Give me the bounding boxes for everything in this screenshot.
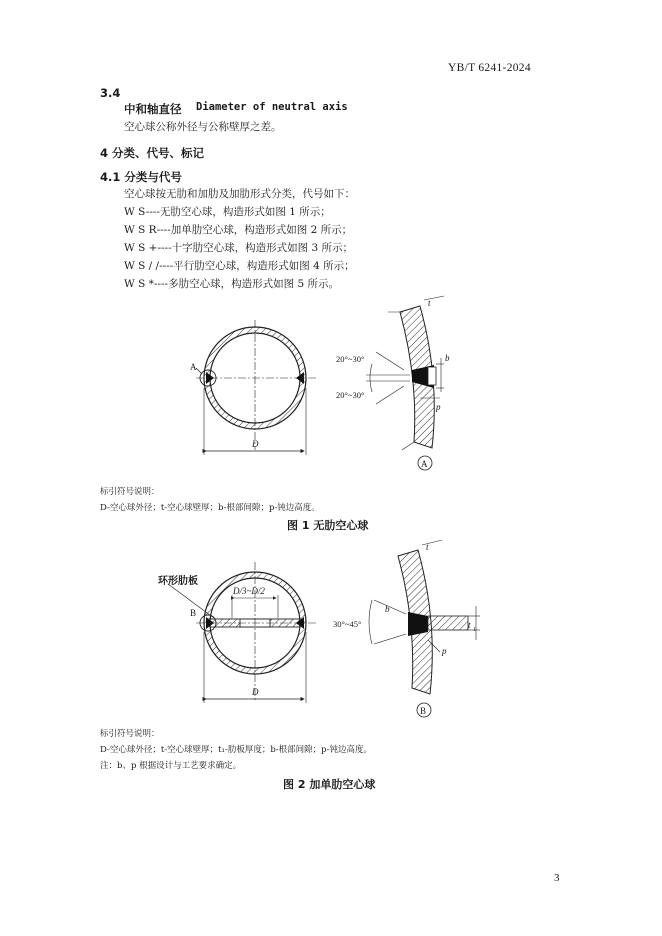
term-definition: 空心球公称外径与公称壁厚之差。 — [124, 121, 282, 133]
term-english: Diameter of neutral axis — [196, 101, 348, 113]
figure-1-key-title: 标引符号说明： — [100, 487, 160, 497]
svg-text:t: t — [426, 542, 429, 552]
detail-b-drawing — [333, 540, 480, 717]
svg-text:30°~45°: 30°~45° — [333, 619, 362, 629]
rib-label: 环形肋板 — [158, 576, 198, 587]
figure-2-note: 注：b、p 根据设计与工艺要求确定。 — [100, 761, 242, 771]
svg-text:20°~30°: 20°~30° — [336, 390, 365, 400]
svg-text:b: b — [385, 604, 390, 614]
standard-code: YB/T 6241-2024 — [448, 62, 531, 74]
dim-d-label: D — [252, 439, 259, 449]
svg-text:t: t — [428, 298, 431, 308]
list-item: W S +----十字肋空心球，构造形式如图 3 所示； — [124, 242, 354, 254]
figure-1-key-body: D-空心球外径；t-空心球壁厚；b-根部间隙；p-钝边高度。 — [100, 503, 320, 513]
figure-2-key-body: D-空心球外径；t-空心球壁厚；t₁-肋板厚度；b-根部间隙；p-钝边高度。 — [100, 745, 372, 755]
list-item: W S R----加单肋空心球，构造形式如图 2 所示； — [124, 224, 353, 236]
term-chinese: 中和轴直径 — [124, 102, 182, 116]
svg-text:t: t — [468, 620, 471, 630]
classification-intro: 空心球按无肋和加肋及加肋形式分类，代号如下： — [124, 188, 355, 200]
svg-text:A: A — [421, 459, 428, 469]
figure-2-caption: 图 2 加单肋空心球 — [283, 778, 376, 791]
svg-text:b: b — [445, 353, 450, 363]
svg-text:20°~30°: 20°~30° — [336, 354, 365, 364]
label-a: A — [190, 362, 197, 372]
section-title-4: 4 分类、代号、标记 — [100, 146, 205, 160]
section-title-4-1: 4.1 分类与代号 — [100, 170, 182, 184]
list-item: W S / /----平行肋空心球，构造形式如图 4 所示； — [124, 260, 355, 272]
svg-text:1: 1 — [473, 627, 476, 633]
svg-text:p: p — [436, 402, 441, 412]
list-item: W S----无肋空心球，构造形式如图 1 所示； — [124, 206, 331, 218]
svg-text:B: B — [420, 706, 427, 716]
section-number-3-4: 3.4 — [100, 86, 121, 100]
dim-d-label: D — [252, 687, 259, 697]
figure-2-key-title: 标引符号说明： — [100, 729, 160, 739]
list-item: W S *----多肋空心球，构造形式如图 5 所示。 — [124, 278, 339, 290]
detail-a-drawing — [336, 296, 450, 470]
figure-1-caption: 图 1 无肋空心球 — [287, 519, 369, 532]
page-number: 3 — [554, 872, 560, 884]
svg-text:p: p — [442, 646, 447, 656]
label-b-marker: B — [190, 608, 197, 618]
rib-length-dim: D/3~D/2 — [233, 586, 265, 596]
figure-2-drawing — [0, 530, 662, 730]
